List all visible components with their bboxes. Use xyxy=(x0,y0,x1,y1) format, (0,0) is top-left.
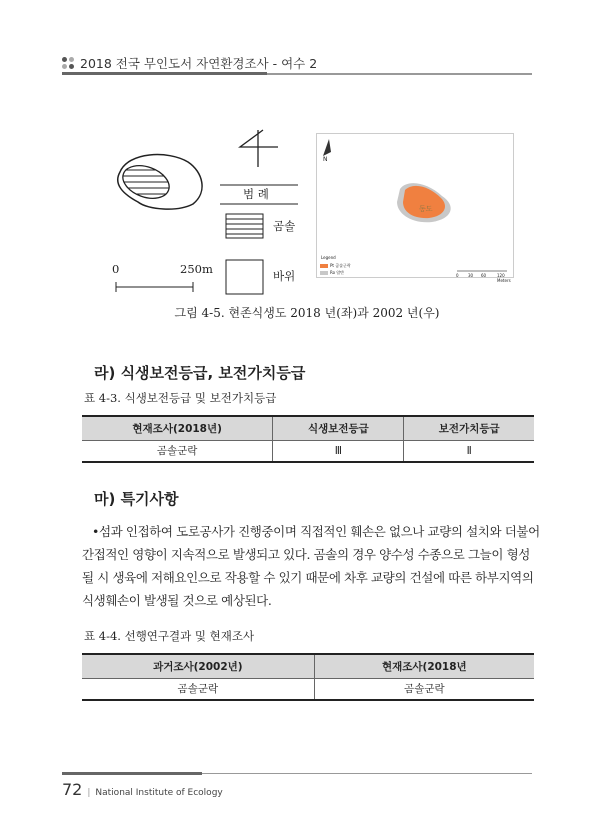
table-cell: Ⅱ xyxy=(404,440,534,462)
notes-paragraph: •섬과 인접하여 도로공사가 진행중이며 직접적인 훼손은 없으나 교량의 설치와 더불어 간접적인 영향이 지속적으로 발생되고 있다. 곰솔의 경우 양수성 수종으로 그늘이 형성될 시 생육에 저해요인으로 작용할 수 있기 때문에 차후 교량의 건설에 따른 하부지역의 식생훼손이 발생될 것으로 예상된다. xyxy=(82,524,540,608)
table-caption-4-4: 표 4-4. 선행연구결과 및 현재조사 xyxy=(84,629,255,643)
table-header-row xyxy=(82,654,534,678)
scale-end: 250m xyxy=(180,262,213,276)
map-scale-label: 0 xyxy=(456,273,459,278)
table-caption-4-3: 표 4-3. 식생보전등급 및 보전가치등급 xyxy=(84,391,277,405)
footer-rule-accent xyxy=(62,772,202,775)
header-rule-accent xyxy=(62,72,267,75)
map-legend-pine: Pt 곰솔군락 xyxy=(330,263,351,268)
table-cell: 곰솔군락 xyxy=(82,440,273,462)
page-number: 72 xyxy=(62,780,83,799)
header-title: 2018 전국 무인도서 자연환경조사 - 여수 2 xyxy=(80,56,318,71)
map-scale-label: 120 Meters xyxy=(497,273,511,283)
section-heading-notes: 마) 특기사항 xyxy=(94,490,179,508)
section-heading-grades: 라) 식생보전등급, 보전가치등급 xyxy=(94,364,306,382)
table-cell: Ⅲ xyxy=(273,440,404,462)
footer-org: National Institute of Ecology xyxy=(95,788,223,798)
comparison-table xyxy=(82,653,534,701)
legend-pine: 곰솔 xyxy=(273,219,296,233)
map-legend-title: Legend xyxy=(321,255,336,260)
table-row xyxy=(82,440,534,462)
table-row xyxy=(82,678,534,700)
table-header-row xyxy=(82,416,534,440)
map-scale-label: 30 xyxy=(468,273,474,278)
legend-title: 범 례 xyxy=(243,187,269,201)
conservation-grade-table xyxy=(82,415,534,463)
column-header: 과거조사(2002년) xyxy=(82,654,314,678)
vegetation-map-2002 xyxy=(316,133,514,283)
column-header: 보전가치등급 xyxy=(404,416,534,440)
column-header: 현재조사(2018년) xyxy=(82,416,273,440)
map-legend-rock: Ro 암반 xyxy=(330,270,345,275)
header-dots-icon xyxy=(62,57,74,69)
map-scale-label: 60 xyxy=(481,273,487,278)
page-footer xyxy=(62,780,223,799)
column-header: 현재조사(2018년 xyxy=(314,654,534,678)
north-arrow-label: N xyxy=(323,156,328,163)
footer-separator: | xyxy=(87,788,91,798)
figure-caption: 그림 4-5. 현존식생도 2018 년(좌)과 2002 년(우) xyxy=(174,306,440,320)
scale-start: 0 xyxy=(112,262,120,276)
legend-rock: 바위 xyxy=(273,269,296,283)
table-cell: 곰솔군락 xyxy=(82,678,314,700)
column-header: 식생보전등급 xyxy=(273,416,404,440)
island-label: 동도 xyxy=(419,205,433,213)
running-header xyxy=(62,54,317,72)
vegetation-map-2018 xyxy=(98,122,303,300)
table-cell: 곰솔군락 xyxy=(314,678,534,700)
